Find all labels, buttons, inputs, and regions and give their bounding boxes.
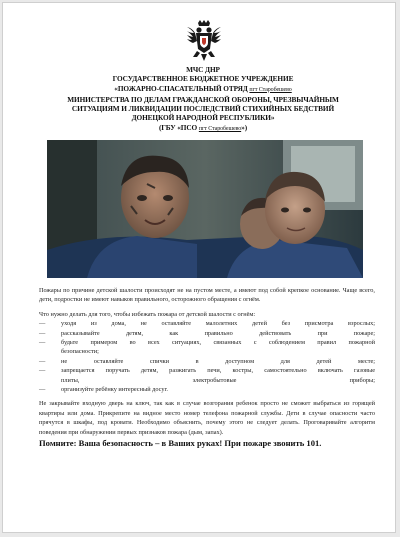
list-item: безопасности; xyxy=(61,348,99,356)
list-item: плиты, электробытовые приборы; xyxy=(61,376,375,384)
list-item: — уходя из дома, не оставляйте малолетних детей без присмотра взрослых; xyxy=(39,320,375,328)
door-advice-paragraph: Не закрывайте входную дверь на ключ, так как в случае возгорания ребенок просто не сможет выбраться из горящей квартиры или дома. Прикрепите на видное место номер телефона пожарной службы. Дети в случае опасности часто прячутся в шкафы, под кровати. Необходимо объяснить, почему этого не следует делать. Проговаривайте алгоритм поведения при обнаружении первых признаков пожара (дым, запах). xyxy=(39,400,375,436)
prevention-question: Что нужно делать для того, чтобы избежать пожара от детской шалости с огнём: xyxy=(39,310,256,318)
list-item: — организуйте ребёнку интересный досуг. xyxy=(39,386,168,394)
header-organization-name: «ПОЖАРНО-СПАСАТЕЛЬНЫЙ ОТРЯД пгт Старобешево xyxy=(114,83,292,93)
list-item: — не оставляйте спички в доступном для детей месте; xyxy=(39,357,375,365)
rescued-children-photo xyxy=(47,140,363,278)
list-item: — запрещается поручать детям, разжигать печи, костры, самостоятельно включать газовые xyxy=(39,367,375,375)
list-item: — будьте примером во всех ситуациях, связанных с соблюдением правил пожарной xyxy=(39,339,375,347)
header-ministry: МЧС ДНР xyxy=(186,65,220,74)
header-republic: ДОНЕЦКОЙ НАРОДНОЙ РЕСПУБЛИКИ» xyxy=(131,113,275,123)
prevention-list xyxy=(39,319,375,394)
header-abbreviation: (ГБУ «ПСО пгт Старобешево») xyxy=(158,122,248,132)
safety-reminder: Помните: Ваша безопасность – в Ваших руках! При пожаре звонить 101. xyxy=(39,438,322,449)
intro-paragraph: Пожары по причине детской шалости происходят не на пустом месте, а имеют под собой крепкое основание. Чаще всего, дети, подростки не имеют навыков правильного, осторожного обращения с огнём. xyxy=(39,287,375,304)
document-header xyxy=(23,65,383,134)
document-body xyxy=(39,286,375,449)
list-item: — рассказывайте детям, как правильно действовать при пожаре; xyxy=(39,329,375,337)
header-ministry-full-1: МИНИСТЕРСТВА ПО ДЕЛАМ ГРАЖДАНСКОЙ ОБОРОНЫ, ЧРЕЗВЫЧАЙНЫМ xyxy=(67,94,339,104)
emblem-icon xyxy=(183,19,225,63)
header-institution-type: ГОСУДАРСТВЕННОЕ БЮДЖЕТНОЕ УЧРЕЖДЕНИЕ xyxy=(112,74,294,84)
document-page xyxy=(2,2,396,533)
header-ministry-full-2: СИТУАЦИЯМ И ЛИКВИДАЦИИ ПОСЛЕДСТВИЙ СТИХИЙНЫХ БЕДСТВИЙ xyxy=(71,104,335,114)
